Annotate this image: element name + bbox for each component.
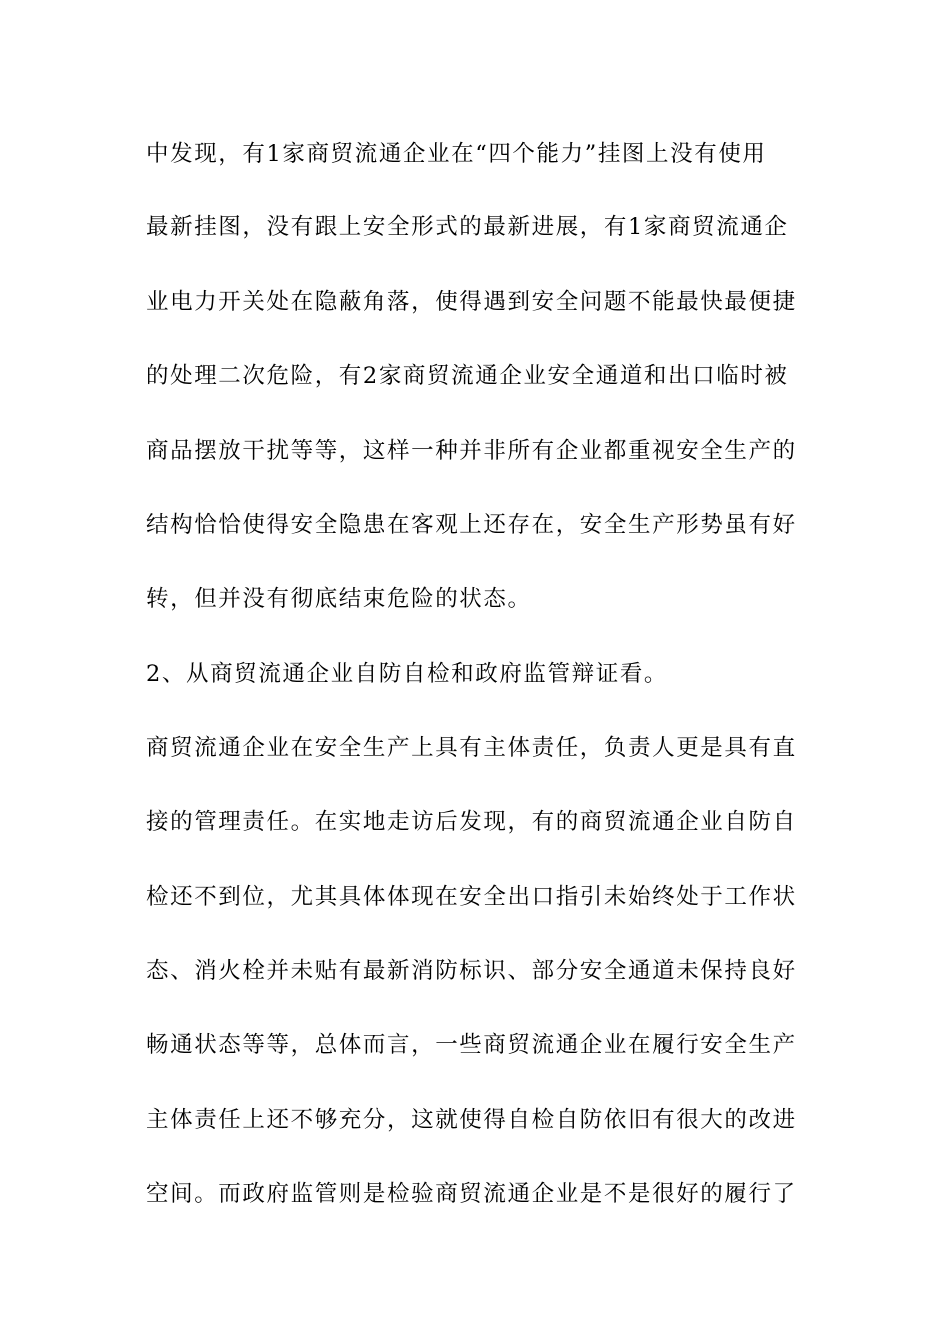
text-line: 业电力开关处在隐蔽角落，使得遇到安全问题不能最快最便捷 bbox=[146, 289, 797, 315]
text-line: 转，但并没有彻底结束危险的状态。 bbox=[146, 586, 532, 612]
text-line: 接的管理责任。在实地走访后发现，有的商贸流通企业自防自 bbox=[146, 809, 797, 835]
section-heading: 2、从商贸流通企业自防自检和政府监管辩证看。 bbox=[146, 661, 669, 687]
text-line: 最新挂图，没有跟上安全形式的最新进展，有1家商贸流通企 bbox=[146, 214, 789, 240]
text-line: 主体责任上还不够充分，这就使得自检自防依旧有很大的改进 bbox=[146, 1107, 797, 1133]
text-line: 商品摆放干扰等等，这样一种并非所有企业都重视安全生产的 bbox=[146, 438, 797, 464]
text-line: 商贸流通企业在安全生产上具有主体责任，负责人更是具有直 bbox=[146, 735, 797, 761]
text-line: 畅通状态等等，总体而言，一些商贸流通企业在履行安全生产 bbox=[146, 1032, 797, 1058]
text-line: 空间。而政府监管则是检验商贸流通企业是不是很好的履行了 bbox=[146, 1181, 797, 1207]
text-line: 中发现，有1家商贸流通企业在“四个能力”挂图上没有使用 bbox=[146, 141, 767, 167]
text-line: 结构恰恰使得安全隐患在客观上还存在，安全生产形势虽有好 bbox=[146, 512, 797, 538]
text-line: 的处理二次危险，有2家商贸流通企业安全通道和出口临时被 bbox=[146, 363, 789, 389]
text-line: 态、消火栓并未贴有最新消防标识、部分安全通道未保持良好 bbox=[146, 958, 797, 984]
text-line: 检还不到位，尤其具体体现在安全出口指引未始终处于工作状 bbox=[146, 884, 797, 910]
